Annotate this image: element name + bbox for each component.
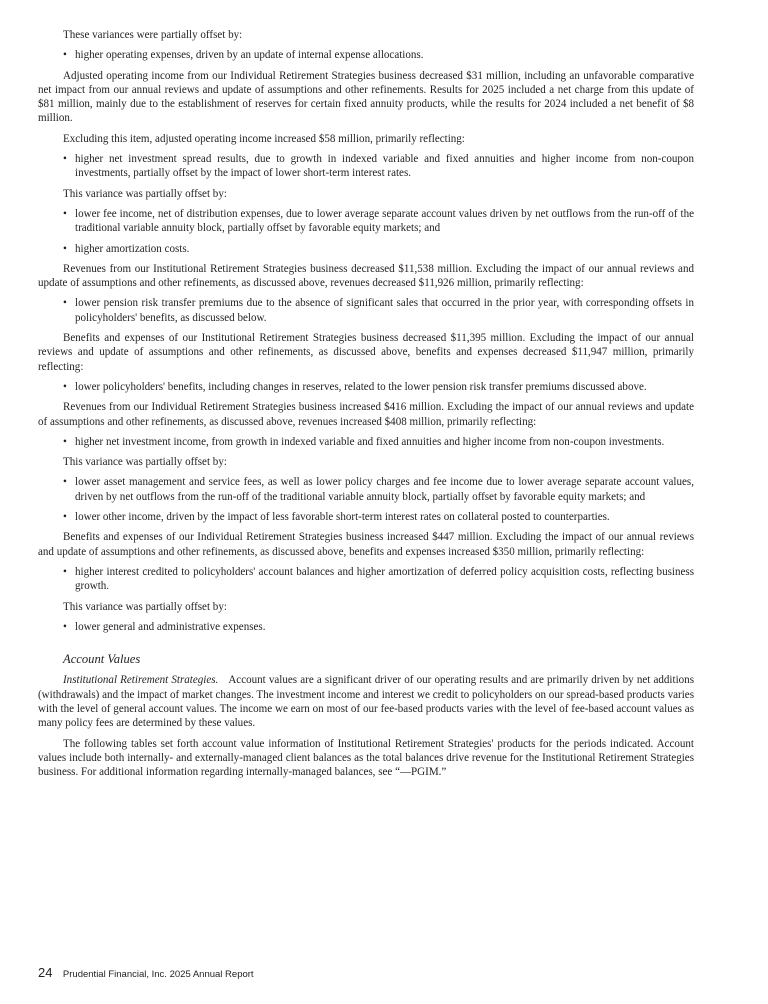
bullet-text: higher amortization costs. xyxy=(75,242,190,255)
document-body xyxy=(38,28,694,785)
bullet-text: lower policyholders' benefits, including changes in reserves, related to the lower pension risk transfer premiums discussed above. xyxy=(75,380,647,393)
bullet-icon: • xyxy=(63,620,67,633)
bullet-list xyxy=(38,475,694,524)
section-heading: Account Values xyxy=(63,652,141,667)
paragraph-text: Account values are a significant driver of our operating results and are primarily driven by net additions (withdrawals) and the impact of market changes. The investment income and interest we credit to policyholders on our spread-based products varies with the level of general account values. The income we earn on most of our fee-based products varies with the level of fee-based account values as many policy fees are determined by these values. xyxy=(38,674,694,730)
paragraph xyxy=(38,673,694,730)
bullet-icon: • xyxy=(63,565,67,578)
page-number: 24 xyxy=(38,965,53,980)
bullet-item xyxy=(38,242,694,256)
bullet-icon: • xyxy=(63,435,67,448)
bullet-text: lower fee income, net of distribution expenses, due to lower average separate account values driven by net outflows from the run-off of the traditional variable annuity block, partially offset by favorable equity markets; and xyxy=(75,207,694,235)
bullet-item xyxy=(38,48,694,62)
bullet-icon: • xyxy=(63,153,67,166)
bullet-icon: • xyxy=(63,242,67,255)
bullet-list xyxy=(38,620,694,634)
bullet-text: lower general and administrative expenses. xyxy=(75,620,266,633)
bullet-icon: • xyxy=(63,207,67,220)
bullet-text: higher net investment income, from growth in indexed variable and fixed annuities and higher income from non-coupon investments. xyxy=(75,435,665,448)
paragraph: Benefits and expenses of our Institutional Retirement Strategies business decreased $11,395 million. Excluding the impact of our annual reviews and update of assumptions and other refinements, as discussed above, benefits and expenses decreased $11,947 million, primarily reflecting: xyxy=(38,332,694,373)
bullet-item xyxy=(38,380,694,394)
bullet-item xyxy=(38,207,694,236)
bullet-icon: • xyxy=(63,511,67,524)
bullet-list xyxy=(38,565,694,594)
page-footer xyxy=(38,964,254,982)
paragraph: This variance was partially offset by: xyxy=(63,456,227,469)
bullet-icon: • xyxy=(63,476,67,489)
paragraph: Excluding this item, adjusted operating income increased $58 million, primarily reflecting: xyxy=(63,132,465,145)
bullet-text: lower other income, driven by the impact of less favorable short-term interest rates on collateral posted to counterparties. xyxy=(75,511,610,524)
paragraph: Benefits and expenses of our Individual Retirement Strategies business increased $447 million. Excluding the impact of our annual reviews and update of assumptions and other refinements, as discussed above, benefits and expenses increased $350 million, primarily reflecting: xyxy=(38,531,694,558)
bullet-icon: • xyxy=(63,49,67,62)
bullet-list xyxy=(38,48,694,62)
bullet-list xyxy=(38,296,694,325)
bullet-item xyxy=(38,152,694,181)
bullet-text: lower pension risk transfer premiums due to the absence of significant sales that occurred in the prior year, with corresponding offsets in policyholders' benefits, as discussed below. xyxy=(75,297,694,324)
paragraph: The following tables set forth account value information of Institutional Retirement Strategies' products for the periods indicated. Account values include both internally- and externally-managed client balances as the total balances drive revenue for the Institutional Retirement Strategies business. For additional information regarding internally-managed balances, see “—PGIM.” xyxy=(38,737,694,779)
bullet-list xyxy=(38,435,694,449)
paragraph: Revenues from our Institutional Retirement Strategies business decreased $11,538 million. Excluding the impact of our annual reviews and update of assumptions and other refinements, as discussed above, revenues decreased $11,926 million, primarily reflecting: xyxy=(38,262,694,290)
paragraph: Adjusted operating income from our Individual Retirement Strategies business decreased $31 million, including an unfavorable comparative net impact from our annual reviews and update of assumptions and other refinements. Results for 2025 included a net charge from this update of $81 million, mainly due to the establishment of reserves for certain fixed annuity products, while the results for 2024 included a net benefit of $8 million. xyxy=(38,69,694,125)
bullet-text: higher interest credited to policyholders' account balances and higher amortization of deferred policy acquisition costs, reflecting business growth. xyxy=(75,565,694,593)
bullet-item xyxy=(38,435,694,449)
bullet-icon: • xyxy=(63,380,67,393)
bullet-icon: • xyxy=(63,297,67,310)
bullet-item xyxy=(38,620,694,634)
bullet-list xyxy=(38,207,694,256)
paragraph: This variance was partially offset by: xyxy=(63,187,227,200)
run-in-heading: Institutional Retirement Strategies. xyxy=(63,674,219,687)
footer-text: Prudential Financial, Inc. 2025 Annual Report xyxy=(62,969,254,980)
bullet-item xyxy=(38,296,694,325)
bullet-list xyxy=(38,152,694,181)
bullet-item xyxy=(38,565,694,594)
bullet-text: lower asset management and service fees, as well as lower policy charges and fee income due to lower average separate account values, driven by net outflows from the run-off of the traditional variable annuity block, partially offset by favorable equity markets; and xyxy=(75,476,694,503)
bullet-list xyxy=(38,380,694,394)
bullet-text: higher net investment spread results, due to growth in indexed variable and fixed annuities and higher income from non-coupon investments, partially offset by the impact of lower short-term interest rates. xyxy=(75,153,694,180)
bullet-item xyxy=(38,510,694,524)
bullet-text: higher operating expenses, driven by an update of internal expense allocations. xyxy=(75,49,424,62)
paragraph: This variance was partially offset by: xyxy=(63,600,227,613)
bullet-item xyxy=(38,475,694,504)
paragraph: Revenues from our Individual Retirement Strategies business increased $416 million. Excluding the impact of our annual reviews and update of assumptions and other refinements, as discussed above, revenues increased $408 million, primarily reflecting: xyxy=(38,401,694,428)
paragraph: These variances were partially offset by: xyxy=(63,29,243,41)
